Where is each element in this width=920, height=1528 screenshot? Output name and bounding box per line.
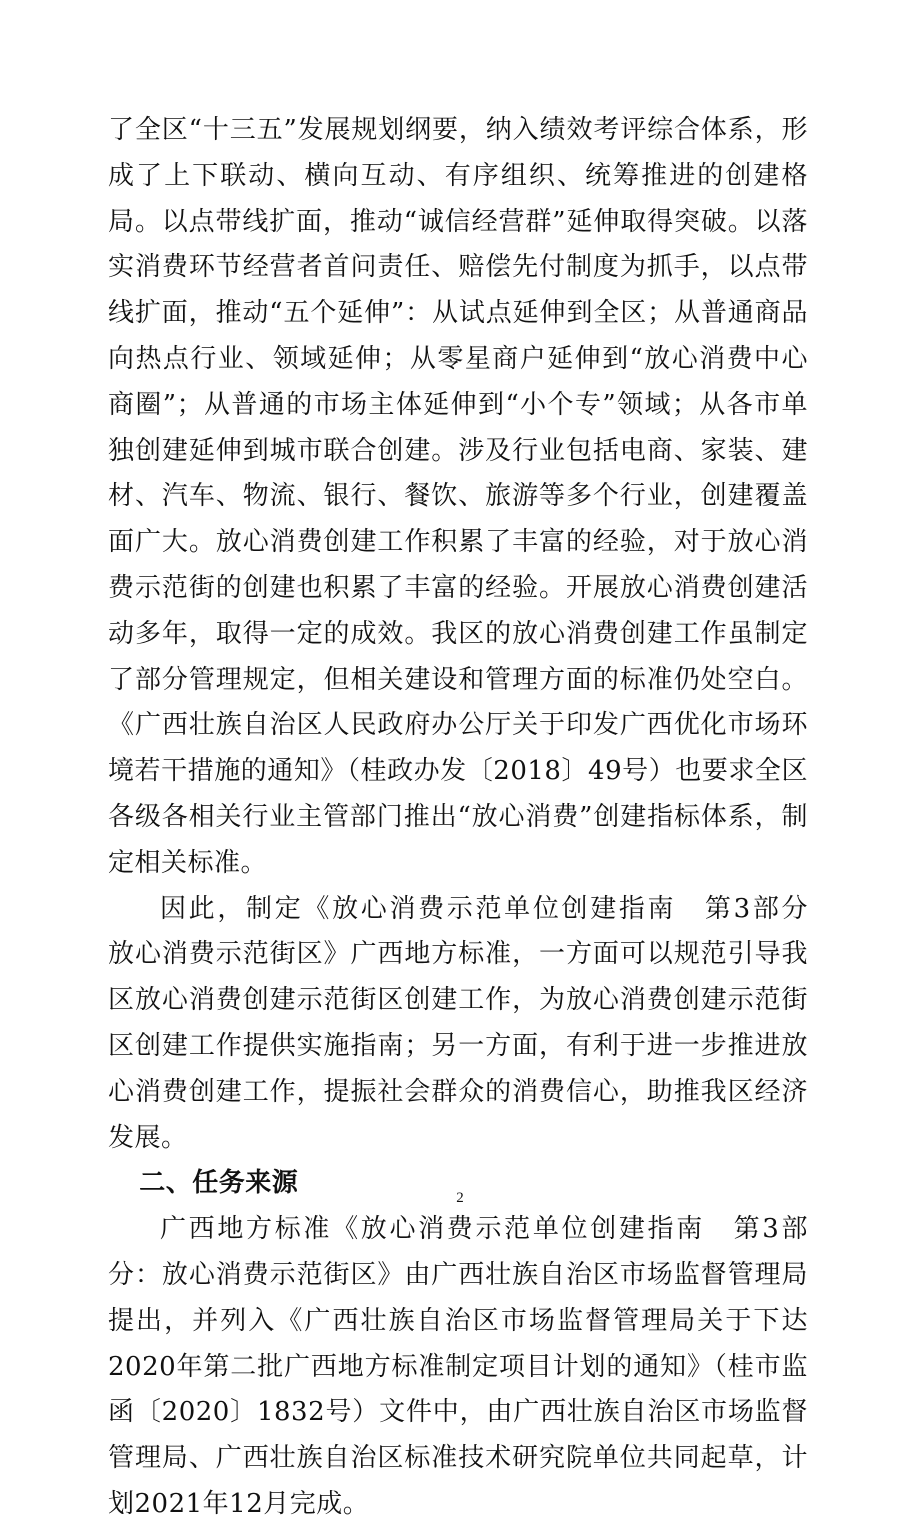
page-number: 2 (456, 1190, 464, 1206)
paragraph-rationale: 因此，制定《放心消费示范单位创建指南 第3部分 放心消费示范街区》广西地方标准，一方面可以规范引导我区放心消费创建示范街区创建工作，为放心消费创建示范街区创建工作提供实施指南；另一方面，有利于进一步推进放心消费创建工作，提振社会群众的消费信心，助推我区经济发展。 (108, 893, 835, 1153)
paragraph-task-source: 广西地方标准《放心消费示范单位创建指南 第3部分：放心消费示范街区》由广西壮族自治区市场监督管理局提出，并列入《广西壮族自治区市场监督管理局关于下达2020年第二批广西地方标准制定项目计划的通知》（桂市监函〔2020〕1832号）文件中，由广西壮族自治区市场监督管理局、广西壮族自治区标准技术研究院单位共同起草，计划2021年12月完成。 (108, 1214, 808, 1519)
document-body (108, 108, 835, 1528)
paragraph-continuation: 了全区“十三五”发展规划纲要，纳入绩效考评综合体系，形成了上下联动、横向互动、有序组织、统筹推进的创建格局。以点带线扩面，推动“诚信经营群”延伸取得突破。以落实消费环节经营者首问责任、赔偿先付制度为抓手，以点带线扩面，推动“五个延伸”：从试点延伸到全区；从普通商品向热点行业、领域延伸；从零星商户延伸到“放心消费中心商圈”；从普通的市场主体延伸到“小个专”领域；从各市单独创建延伸到城市联合创建。涉及行业包括电商、家装、建材、汽车、物流、银行、餐饮、旅游等多个行业，创建覆盖面广大。放心消费创建工作积累了丰富的经验，对于放心消费示范街的创建也积累了丰富的经验。开展放心消费创建活动多年，取得一定的成效。我区的放心消费创建工作虽制定了部分管理规定，但相关建设和管理方面的标准仍处空白。《广西壮族自治区人民政府办公厅关于印发广西优化市场环境若干措施的通知》（桂政办发〔2018〕49号）也要求全区各级各相关行业主管部门推出“放心消费”创建指标体系，制定相关标准。 (108, 115, 808, 878)
section-heading-task-source: 二、任务来源 (139, 1168, 299, 1199)
